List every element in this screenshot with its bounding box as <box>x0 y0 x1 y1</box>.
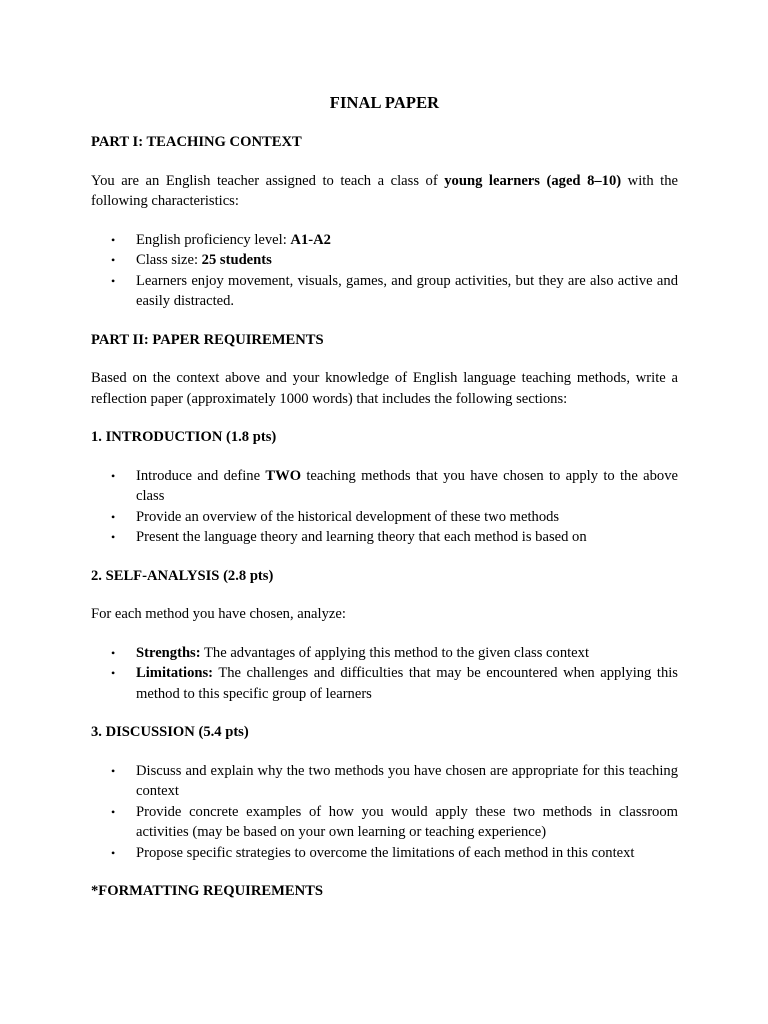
bullet-icon: • <box>111 666 116 680</box>
list-item <box>91 230 678 251</box>
part1-intro-text-end: with the following characteristics: <box>91 172 678 209</box>
bullet-icon: • <box>111 845 116 860</box>
section2-heading: 2. SELF-ANALYSIS (2.8 pts) <box>91 567 274 584</box>
section3-heading: 3. DISCUSSION (5.4 pts) <box>91 724 249 740</box>
list-item-text: Learners enjoy movement, visuals, games, and group activities, but they are also active and easily distracted. <box>136 272 678 309</box>
bullet-icon: • <box>111 530 116 544</box>
list-item-text: Provide concrete examples of how you would apply these two methods in classroom activities (may be based on your own learning or teaching experience) <box>136 803 678 840</box>
list-item-text: English proficiency level: <box>136 231 291 248</box>
bullet-icon: • <box>111 645 116 660</box>
part1-intro <box>91 171 678 212</box>
list-item <box>91 507 678 528</box>
list-item-bold: TWO <box>265 467 302 484</box>
part2-heading: PART II: PAPER REQUIREMENTS <box>91 331 324 348</box>
bullet-icon: • <box>111 273 116 288</box>
formatting-heading: *FORMATTING REQUIREMENTS <box>91 883 324 899</box>
list-item-bold: A1-A2 <box>290 231 331 248</box>
list-item <box>91 271 678 312</box>
list-item-text: The advantages of applying this method to the given class context <box>200 644 590 661</box>
section2-bullet-list <box>91 643 678 705</box>
list-item-bold: 25 students <box>201 252 272 268</box>
bullet-icon: • <box>111 509 116 524</box>
list-item <box>91 527 678 548</box>
list-item-bold: Strengths: <box>136 644 201 661</box>
list-item <box>91 761 678 802</box>
bullet-icon: • <box>111 804 116 819</box>
section1-bullet-list <box>91 466 678 548</box>
list-item-text: Propose specific strategies to overcome the limitations of each method in this context <box>136 844 635 861</box>
bullet-icon: • <box>111 763 116 778</box>
bullet-icon: • <box>111 232 116 247</box>
document-title: FINAL PAPER <box>329 93 440 112</box>
list-item-text: Discuss and explain why the two methods you have chosen are appropriate for this teaching context <box>136 762 678 799</box>
list-item <box>91 843 678 864</box>
section1-heading: 1. INTRODUCTION (1.8 pts) <box>91 429 277 445</box>
part1-intro-text: You are an English teacher assigned to teach a class of <box>91 172 445 189</box>
part1-heading: PART I: TEACHING CONTEXT <box>91 134 302 150</box>
list-item <box>91 466 678 507</box>
part2-intro: Based on the context above and your knowledge of English language teaching methods, write a reflection paper (approximately 1000 words) that includes the following sections: <box>91 370 678 407</box>
bullet-icon: • <box>111 253 116 267</box>
document-page <box>91 92 678 920</box>
list-item-text-end: teaching methods that you have chosen to apply to the above class <box>136 467 678 504</box>
list-item-bold: Limitations: <box>136 665 214 681</box>
section3-bullet-list <box>91 761 678 864</box>
list-item-text: Class size: <box>136 252 202 268</box>
bullet-icon: • <box>111 468 116 483</box>
part1-bullet-list <box>91 230 678 312</box>
list-item-text: Provide an overview of the historical development of these two methods <box>136 508 560 525</box>
list-item <box>91 663 678 704</box>
list-item-text: Introduce and define <box>136 467 266 484</box>
part1-intro-bold: young learners (aged 8–10) <box>444 172 622 189</box>
list-item-text: The challenges and difficulties that may be encountered when applying this method to this specific group of learners <box>136 665 678 702</box>
list-item <box>91 643 678 664</box>
section2-intro: For each method you have chosen, analyze: <box>91 606 346 622</box>
list-item-text: Present the language theory and learning theory that each method is based on <box>136 529 587 545</box>
list-item <box>91 802 678 843</box>
list-item <box>91 250 678 271</box>
